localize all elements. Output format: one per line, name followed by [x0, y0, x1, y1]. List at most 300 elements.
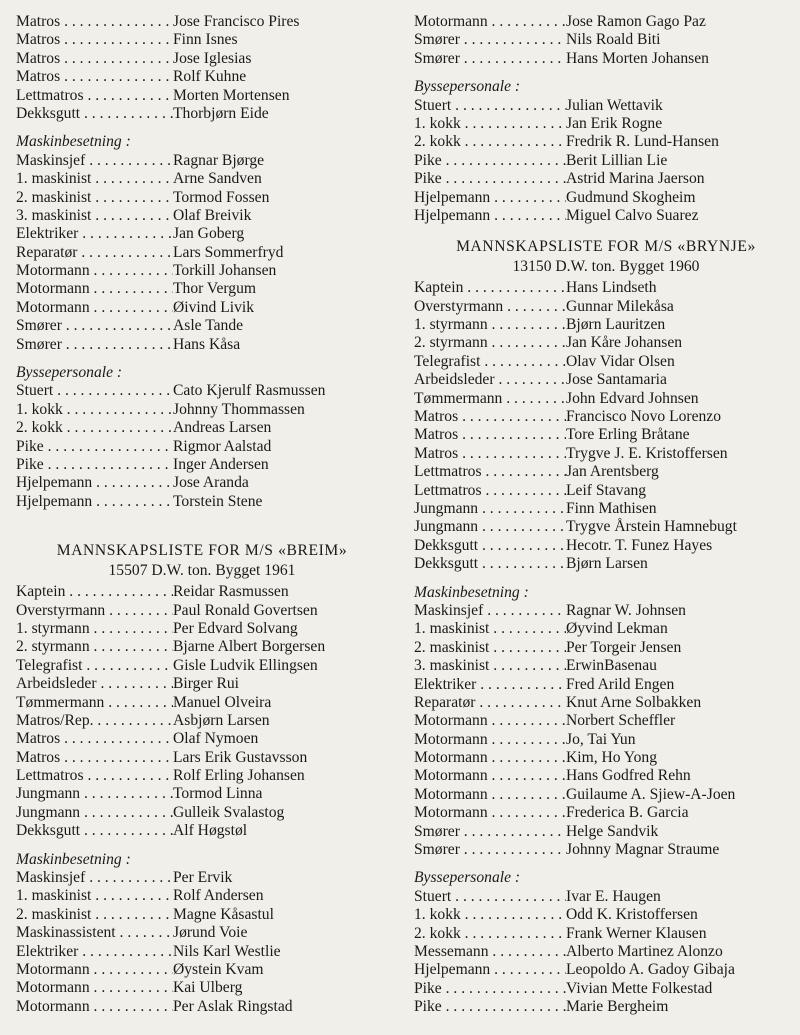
crew-name: Kim, Ho Yong — [566, 749, 798, 767]
crew-role: Lettmatros . . . — [16, 767, 173, 785]
crew-row — [16, 456, 388, 474]
crew-name: Johnny Magnar Straume — [566, 841, 798, 859]
crew-row — [16, 906, 388, 924]
crew-row — [414, 97, 798, 115]
crew-row — [16, 822, 388, 840]
crew-row — [16, 87, 388, 105]
crew-row — [414, 639, 798, 657]
crew-name: Odd K. Kristoffersen — [566, 906, 798, 924]
crew-role: Smører . . . — [414, 31, 566, 49]
crew-role: 1. maskinist . . . — [414, 620, 566, 638]
crew-list — [414, 13, 798, 68]
crew-name: Torkill Johansen — [173, 262, 388, 280]
crew-role: 2. kokk . . . — [414, 133, 566, 151]
crew-name: Vivian Mette Folkestad — [566, 980, 798, 998]
crew-name: Hans Godfred Rehn — [566, 767, 798, 785]
crew-role: Motormann . . . — [414, 786, 566, 804]
crew-role: Motormann . . . — [414, 731, 566, 749]
crew-name: Asbjørn Larsen — [173, 712, 388, 730]
crew-list — [414, 279, 798, 573]
crew-name: Jose Aranda — [173, 474, 388, 492]
crew-role: Matros/Rep. . . . — [16, 712, 173, 730]
crew-name: Birger Rui — [173, 675, 388, 693]
crew-name: Gudmund Skogheim — [566, 189, 798, 207]
crew-name: Paul Ronald Govertsen — [173, 602, 388, 620]
crew-name: Rigmor Aalstad — [173, 438, 388, 456]
crew-row — [16, 749, 388, 767]
crew-row — [414, 426, 798, 444]
crew-role: 1. styrmann . . . — [414, 316, 566, 334]
crew-list — [16, 13, 388, 123]
crew-row — [16, 401, 388, 419]
crew-row — [414, 657, 798, 675]
crew-row — [414, 998, 798, 1016]
crew-name: Finn Isnes — [173, 31, 388, 49]
crew-role: Matros . . . — [16, 730, 173, 748]
crew-list — [414, 97, 798, 226]
left-column — [16, 0, 388, 1016]
crew-name: Alf Høgstøl — [173, 822, 388, 840]
crew-row — [414, 13, 798, 31]
crew-name: Johnny Thommassen — [173, 401, 388, 419]
crew-role: Matros . . . — [414, 445, 566, 463]
crew-role: 3. maskinist . . . — [16, 207, 173, 225]
crew-name: Astrid Marina Jaerson — [566, 170, 798, 188]
crew-row — [16, 105, 388, 123]
crew-name: Thor Vergum — [173, 280, 388, 298]
crew-list — [16, 382, 388, 511]
crew-name: Miguel Calvo Suarez — [566, 207, 798, 225]
crew-row — [414, 555, 798, 573]
crew-role: Jungmann . . . — [16, 804, 173, 822]
crew-name: Rolf Erling Johansen — [173, 767, 388, 785]
crew-row — [414, 152, 798, 170]
crew-role: 1. kokk . . . — [414, 906, 566, 924]
crew-row — [16, 170, 388, 188]
crew-row — [16, 712, 388, 730]
crew-row — [16, 998, 388, 1016]
crew-role: 1. maskinist . . . — [16, 887, 173, 905]
crew-name: Jan Kåre Johansen — [566, 334, 798, 352]
crew-row — [16, 31, 388, 49]
crew-role: Hjelpemann . . . — [414, 961, 566, 979]
crew-role: Arbeidsleder . . . — [16, 675, 173, 693]
crew-role: Matros . . . — [16, 13, 173, 31]
crew-row — [414, 823, 798, 841]
crew-name: Bjarne Albert Borgersen — [173, 638, 388, 656]
crew-name: Per Ervik — [173, 869, 388, 887]
crew-role: Maskinsjef . . . — [16, 869, 173, 887]
crew-row — [16, 244, 388, 262]
crew-role: Motormann . . . — [16, 961, 173, 979]
crew-role: Motormann . . . — [16, 280, 173, 298]
crew-name: Jose Francisco Pires — [173, 13, 388, 31]
crew-role: Reparatør . . . — [16, 244, 173, 262]
crew-role: Dekksgutt . . . — [16, 105, 173, 123]
crew-row — [414, 279, 798, 297]
crew-name: Manuel Olveira — [173, 694, 388, 712]
crew-role: Pike . . . — [414, 152, 566, 170]
crew-name: Alberto Martinez Alonzo — [566, 943, 798, 961]
crew-role: Jungmann . . . — [414, 518, 566, 536]
crew-name: Jan Erik Rogne — [566, 115, 798, 133]
crew-row — [414, 482, 798, 500]
crew-row — [414, 943, 798, 961]
crew-row — [16, 961, 388, 979]
crew-name: Kai Ulberg — [173, 979, 388, 997]
crew-row — [414, 334, 798, 352]
crew-role: Smører . . . — [414, 50, 566, 68]
crew-role: Overstyrmann . . . — [414, 298, 566, 316]
crew-row — [16, 675, 388, 693]
crew-row — [414, 749, 798, 767]
crew-row — [414, 189, 798, 207]
crew-name: Frederica B. Garcia — [566, 804, 798, 822]
crew-name: Jose Ramon Gago Paz — [566, 13, 798, 31]
crew-row — [414, 207, 798, 225]
crew-role: 1. maskinist . . . — [16, 170, 173, 188]
crew-row — [16, 694, 388, 712]
crew-name: Hans Lindseth — [566, 279, 798, 297]
crew-name: Asle Tande — [173, 317, 388, 335]
crew-row — [414, 371, 798, 389]
crew-role: Smører . . . — [16, 336, 173, 354]
crew-role: Stuert . . . — [414, 888, 566, 906]
right-column — [414, 0, 798, 1017]
crew-role: Pike . . . — [414, 998, 566, 1016]
crew-name: Trygve J. E. Kristoffersen — [566, 445, 798, 463]
crew-row — [414, 298, 798, 316]
crew-name: Olaf Nymoen — [173, 730, 388, 748]
crew-role: Stuert . . . — [16, 382, 173, 400]
crew-role: Pike . . . — [414, 980, 566, 998]
crew-role: Matros . . . — [414, 408, 566, 426]
section-heading: Maskinbesetning : — [16, 133, 131, 151]
crew-row — [16, 382, 388, 400]
crew-name: Ragnar Bjørge — [173, 152, 388, 170]
crew-row — [16, 299, 388, 317]
crew-role: Arbeidsleder . . . — [414, 371, 566, 389]
crew-row — [16, 189, 388, 207]
crew-row — [16, 924, 388, 942]
crew-role: Matros . . . — [16, 68, 173, 86]
crew-row — [16, 785, 388, 803]
crew-name: Nils Roald Biti — [566, 31, 798, 49]
crew-row — [414, 676, 798, 694]
crew-name: Hans Morten Johansen — [566, 50, 798, 68]
crew-name: Finn Mathisen — [566, 500, 798, 518]
crew-row — [414, 408, 798, 426]
crew-role: Motormann . . . — [414, 804, 566, 822]
crew-role: Lettmatros . . . — [414, 463, 566, 481]
crew-row — [414, 888, 798, 906]
crew-name: Thorbjørn Eide — [173, 105, 388, 123]
crew-name: Norbert Scheffler — [566, 712, 798, 730]
crew-name: Per Aslak Ringstad — [173, 998, 388, 1016]
crew-role: Hjelpemann . . . — [16, 474, 173, 492]
section-heading: Maskinbesetning : — [414, 583, 529, 601]
crew-row — [414, 170, 798, 188]
crew-role: Hjelpemann . . . — [414, 189, 566, 207]
crew-role: Motormann . . . — [16, 998, 173, 1016]
crew-role: Maskinsjef . . . — [16, 152, 173, 170]
crew-name: Morten Mortensen — [173, 87, 388, 105]
crew-row — [414, 518, 798, 536]
crew-name: Gulleik Svalastog — [173, 804, 388, 822]
crew-name: Arne Sandven — [173, 170, 388, 188]
crew-row — [16, 225, 388, 243]
crew-row — [414, 537, 798, 555]
crew-role: Elektriker . . . — [16, 943, 173, 961]
crew-role: Elektriker . . . — [16, 225, 173, 243]
crew-row — [16, 730, 388, 748]
crew-row — [16, 804, 388, 822]
crew-name: Fredrik R. Lund-Hansen — [566, 133, 798, 151]
crew-name: Berit Lillian Lie — [566, 152, 798, 170]
crew-role: Stuert . . . — [414, 97, 566, 115]
crew-row — [414, 602, 798, 620]
crew-row — [16, 943, 388, 961]
crew-role: Messemann . . . — [414, 943, 566, 961]
crew-name: Francisco Novo Lorenzo — [566, 408, 798, 426]
crew-name: Tormod Fossen — [173, 189, 388, 207]
crew-role: Reparatør . . . — [414, 694, 566, 712]
crew-role: Lettmatros . . . — [16, 87, 173, 105]
crew-role: Matros . . . — [414, 426, 566, 444]
crew-role: Telegrafist . . . — [16, 657, 173, 675]
crew-role: Hjelpemann . . . — [16, 493, 173, 511]
crew-name: Reidar Rasmussen — [173, 583, 388, 601]
crew-role: 2. maskinist . . . — [16, 189, 173, 207]
crew-name: Jo, Tai Yun — [566, 731, 798, 749]
crew-role: 2. styrmann . . . — [414, 334, 566, 352]
crew-row — [16, 50, 388, 68]
crew-row — [16, 474, 388, 492]
crew-role: Lettmatros . . . — [414, 482, 566, 500]
crew-row — [414, 961, 798, 979]
crew-row — [16, 336, 388, 354]
crew-row — [414, 841, 798, 859]
crew-row — [16, 280, 388, 298]
crew-role: Smører . . . — [414, 823, 566, 841]
crew-row — [414, 767, 798, 785]
crew-role: 1. kokk . . . — [16, 401, 173, 419]
crew-name: Per Edvard Solvang — [173, 620, 388, 638]
crew-name: Gisle Ludvik Ellingsen — [173, 657, 388, 675]
crew-name: Ivar E. Haugen — [566, 888, 798, 906]
crew-name: Øystein Kvam — [173, 961, 388, 979]
crew-name: Rolf Kuhne — [173, 68, 388, 86]
section-heading: Byssepersonale : — [16, 364, 123, 382]
crew-name: Nils Karl Westlie — [173, 943, 388, 961]
crew-row — [16, 638, 388, 656]
crew-name: Bjørn Lauritzen — [566, 316, 798, 334]
crew-name: Ragnar W. Johnsen — [566, 602, 798, 620]
crew-name: Knut Arne Solbakken — [566, 694, 798, 712]
crew-role: Matros . . . — [16, 50, 173, 68]
crew-name: Rolf Andersen — [173, 887, 388, 905]
crew-row — [414, 445, 798, 463]
crew-row — [16, 887, 388, 905]
crew-role: Maskinsjef . . . — [414, 602, 566, 620]
crew-row — [16, 869, 388, 887]
crew-role: Smører . . . — [414, 841, 566, 859]
crew-name: John Edvard Johnsen — [566, 390, 798, 408]
crew-name: Lars Sommerfryd — [173, 244, 388, 262]
crew-list — [414, 602, 798, 859]
crew-role: Motormann . . . — [16, 979, 173, 997]
section-heading: Byssepersonale : — [414, 869, 521, 887]
crew-role: 2. maskinist . . . — [414, 639, 566, 657]
crew-name: Fred Arild Engen — [566, 676, 798, 694]
crew-role: Kaptein . . . — [16, 583, 173, 601]
crew-name: Hans Kåsa — [173, 336, 388, 354]
crew-name: Guilaume A. Sjiew-A-Joen — [566, 786, 798, 804]
crew-role: Elektriker . . . — [414, 676, 566, 694]
crew-name: Jørund Voie — [173, 924, 388, 942]
crew-name: Andreas Larsen — [173, 419, 388, 437]
crew-role: Maskinassistent . . . — [16, 924, 173, 942]
crew-list — [16, 152, 388, 354]
crew-name: Hecotr. T. Funez Hayes — [566, 537, 798, 555]
crew-role: Pike . . . — [16, 456, 173, 474]
crew-row — [16, 620, 388, 638]
crew-role: Tømmermann . . . — [414, 390, 566, 408]
crew-role: Motormann . . . — [16, 299, 173, 317]
crew-role: 3. maskinist . . . — [414, 657, 566, 675]
crew-row — [16, 438, 388, 456]
crew-name: Cato Kjerulf Rasmussen — [173, 382, 388, 400]
crew-role: Dekksgutt . . . — [16, 822, 173, 840]
ship-title: MANNSKAPSLISTE FOR M/S «BREIM» — [56, 542, 348, 560]
crew-name: Bjørn Larsen — [566, 555, 798, 573]
crew-name: Inger Andersen — [173, 456, 388, 474]
crew-name: Tore Erling Bråtane — [566, 426, 798, 444]
crew-role: 2. kokk . . . — [414, 925, 566, 943]
crew-role: Jungmann . . . — [16, 785, 173, 803]
crew-row — [414, 353, 798, 371]
crew-name: Magne Kåsastul — [173, 906, 388, 924]
crew-row — [16, 657, 388, 675]
ship-subtitle: 13150 D.W. ton. Bygget 1960 — [512, 258, 700, 276]
crew-role: Pike . . . — [414, 170, 566, 188]
crew-row — [414, 115, 798, 133]
crew-role: Smører . . . — [16, 317, 173, 335]
crew-row — [16, 767, 388, 785]
crew-name: Olav Vidar Olsen — [566, 353, 798, 371]
crew-role: Overstyrmann . . . — [16, 602, 173, 620]
crew-list — [16, 583, 388, 840]
crew-name: Torstein Stene — [173, 493, 388, 511]
crew-row — [414, 133, 798, 151]
crew-list — [414, 888, 798, 1017]
crew-name: Leopoldo A. Gadoy Gibaja — [566, 961, 798, 979]
crew-row — [16, 262, 388, 280]
crew-row — [16, 419, 388, 437]
crew-name: Øyvind Lekman — [566, 620, 798, 638]
crew-role: Motormann . . . — [414, 767, 566, 785]
crew-row — [414, 925, 798, 943]
ship-subtitle: 15507 D.W. ton. Bygget 1961 — [108, 562, 296, 580]
section-heading: Byssepersonale : — [414, 78, 521, 96]
crew-role: Tømmermann . . . — [16, 694, 173, 712]
crew-list — [16, 869, 388, 1016]
crew-row — [414, 804, 798, 822]
crew-role: Matros . . . — [16, 31, 173, 49]
ship-title: MANNSKAPSLISTE FOR M/S «BRYNJE» — [456, 238, 756, 256]
crew-role: Kaptein . . . — [414, 279, 566, 297]
crew-role: Motormann . . . — [414, 712, 566, 730]
crew-role: Pike . . . — [16, 438, 173, 456]
crew-name: Jan Goberg — [173, 225, 388, 243]
crew-name: Helge Sandvik — [566, 823, 798, 841]
crew-name: Tormod Linna — [173, 785, 388, 803]
crew-row — [16, 207, 388, 225]
crew-row — [414, 31, 798, 49]
crew-name: Per Torgeir Jensen — [566, 639, 798, 657]
crew-name: Lars Erik Gustavsson — [173, 749, 388, 767]
crew-row — [414, 463, 798, 481]
crew-role: 2. maskinist . . . — [16, 906, 173, 924]
crew-name: Olaf Breivik — [173, 207, 388, 225]
crew-role: Matros . . . — [16, 749, 173, 767]
crew-row — [414, 694, 798, 712]
crew-row — [414, 316, 798, 334]
crew-name: Jose Iglesias — [173, 50, 388, 68]
crew-row — [16, 979, 388, 997]
crew-name: ErwinBasenau — [566, 657, 798, 675]
crew-name: Frank Werner Klausen — [566, 925, 798, 943]
crew-name: Leif Stavang — [566, 482, 798, 500]
crew-role: Telegrafist . . . — [414, 353, 566, 371]
crew-name: Jan Arentsberg — [566, 463, 798, 481]
crew-row — [414, 500, 798, 518]
crew-name: Jose Santamaria — [566, 371, 798, 389]
crew-row — [414, 390, 798, 408]
crew-row — [414, 731, 798, 749]
crew-row — [16, 583, 388, 601]
crew-name: Marie Bergheim — [566, 998, 798, 1016]
crew-role: 1. kokk . . . — [414, 115, 566, 133]
crew-name: Gunnar Milekåsa — [566, 298, 798, 316]
crew-row — [16, 152, 388, 170]
section-heading: Maskinbesetning : — [16, 850, 131, 868]
crew-row — [414, 786, 798, 804]
crew-row — [16, 13, 388, 31]
crew-name: Øivind Livik — [173, 299, 388, 317]
crew-role: Motormann . . . — [16, 262, 173, 280]
crew-row — [414, 712, 798, 730]
crew-role: Hjelpemann . . . — [414, 207, 566, 225]
crew-role: 2. styrmann . . . — [16, 638, 173, 656]
crew-name: Julian Wettavik — [566, 97, 798, 115]
crew-row — [16, 602, 388, 620]
crew-row — [414, 50, 798, 68]
crew-role: Motormann . . . — [414, 13, 566, 31]
crew-row — [16, 317, 388, 335]
crew-role: Jungmann . . . — [414, 500, 566, 518]
crew-role: 2. kokk . . . — [16, 419, 173, 437]
crew-row — [414, 906, 798, 924]
crew-name: Trygve Årstein Hamnebugt — [566, 518, 798, 536]
crew-role: Dekksgutt . . . — [414, 555, 566, 573]
crew-row — [414, 620, 798, 638]
crew-role: Motormann . . . — [414, 749, 566, 767]
crew-row — [414, 980, 798, 998]
crew-row — [16, 68, 388, 86]
crew-role: 1. styrmann . . . — [16, 620, 173, 638]
crew-role: Dekksgutt . . . — [414, 537, 566, 555]
